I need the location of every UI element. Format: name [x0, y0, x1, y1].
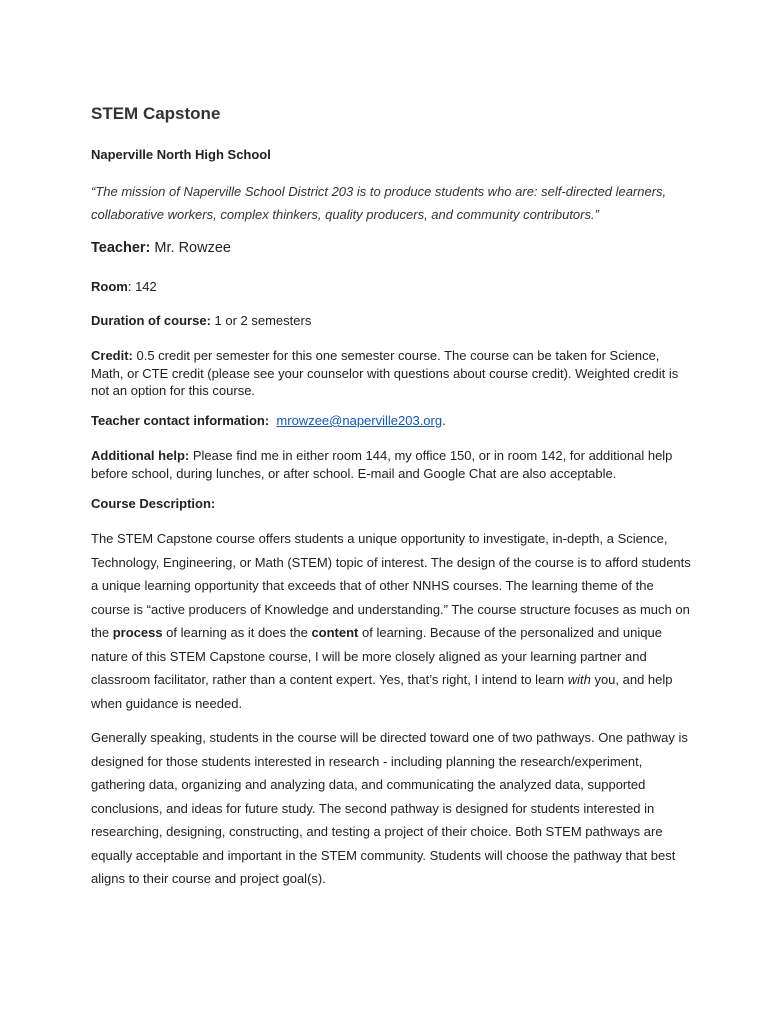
room-value: : 142 [127, 279, 157, 294]
para1-text-2: of learning as it does the [162, 625, 312, 640]
contact-line [91, 412, 691, 430]
document-title: STEM Capstone [91, 104, 221, 123]
room-line [91, 278, 691, 296]
school-name: Naperville North High School [91, 147, 271, 162]
para1-bold-process: process [112, 625, 163, 640]
para1-text-4: you, and help when guidance is needed. [91, 672, 673, 711]
para1-italic-with: with [567, 672, 591, 687]
course-description-label: Course Description: [91, 496, 216, 511]
course-description-paragraph-1 [91, 527, 691, 715]
para1-bold-content: content [311, 625, 359, 640]
para1-text-3: of learning. Because of the personalized and unique nature of this STEM Capstone course, I will be more closely aligned as your learning partner and classroom facilitator, rather than a content expert. Yes, that’s right, I intend to learn [91, 625, 662, 687]
course-description-paragraph-2: Generally speaking, students in the course will be directed toward one of two pathways. One pathway is designed for those students interested in research - including planning the research/experiment, gathering data, organizing and analyzing data, and communicating the analyzed data, supported conclusions, and ideas for future study. The second pathway is designed for students interested in researching, designing, constructing, and testing a project of their choice. Both STEM pathways are equally acceptable and important in the STEM community. Students will choose the pathway that best aligns to their course and project goal(s). [91, 730, 688, 886]
para1-text-1: The STEM Capstone course offers students a unique opportunity to investigate, in-depth, a Science, Technology, Engineering, or Math (STEM) topic of interest. The design of the course is to afford students a unique learning opportunity that exceeds that of other NNHS courses. The learning theme of the course is “active producers of Knowledge and understanding.” The course structure focuses as much on the [91, 531, 691, 640]
mission-statement: “The mission of Naperville School District 203 is to produce students who are: self-directed learners, collaborative workers, complex thinkers, quality producers, and community contributors.” [91, 184, 667, 222]
teacher-label: Teacher: [91, 240, 151, 256]
duration-line [91, 312, 691, 330]
credit-label: Credit: [91, 348, 133, 363]
teacher-value: Mr. Rowzee [150, 240, 231, 256]
contact-suffix: . [442, 413, 446, 428]
course-description-heading [91, 495, 691, 513]
room-label: Room [91, 279, 128, 294]
duration-value: 1 or 2 semesters [210, 313, 312, 328]
help-label: Additional help: [91, 448, 190, 463]
teacher-line [91, 240, 231, 256]
credit-paragraph [91, 347, 691, 400]
help-value: Please find me in either room 144, my office 150, or in room 142, for additional help before school, during lunches, or after school. E-mail and Google Chat are also acceptable. [91, 448, 673, 481]
contact-label: Teacher contact information: [91, 413, 270, 428]
teacher-email-link[interactable]: mrowzee@naperville203.org [276, 413, 443, 428]
additional-help-paragraph [91, 447, 691, 482]
credit-value: 0.5 credit per semester for this one semester course. The course can be taken for Science, Math, or CTE credit (please see your counselor with questions about course credit). Weighted credit is not an option for this course. [91, 348, 679, 398]
duration-label: Duration of course: [91, 313, 211, 328]
